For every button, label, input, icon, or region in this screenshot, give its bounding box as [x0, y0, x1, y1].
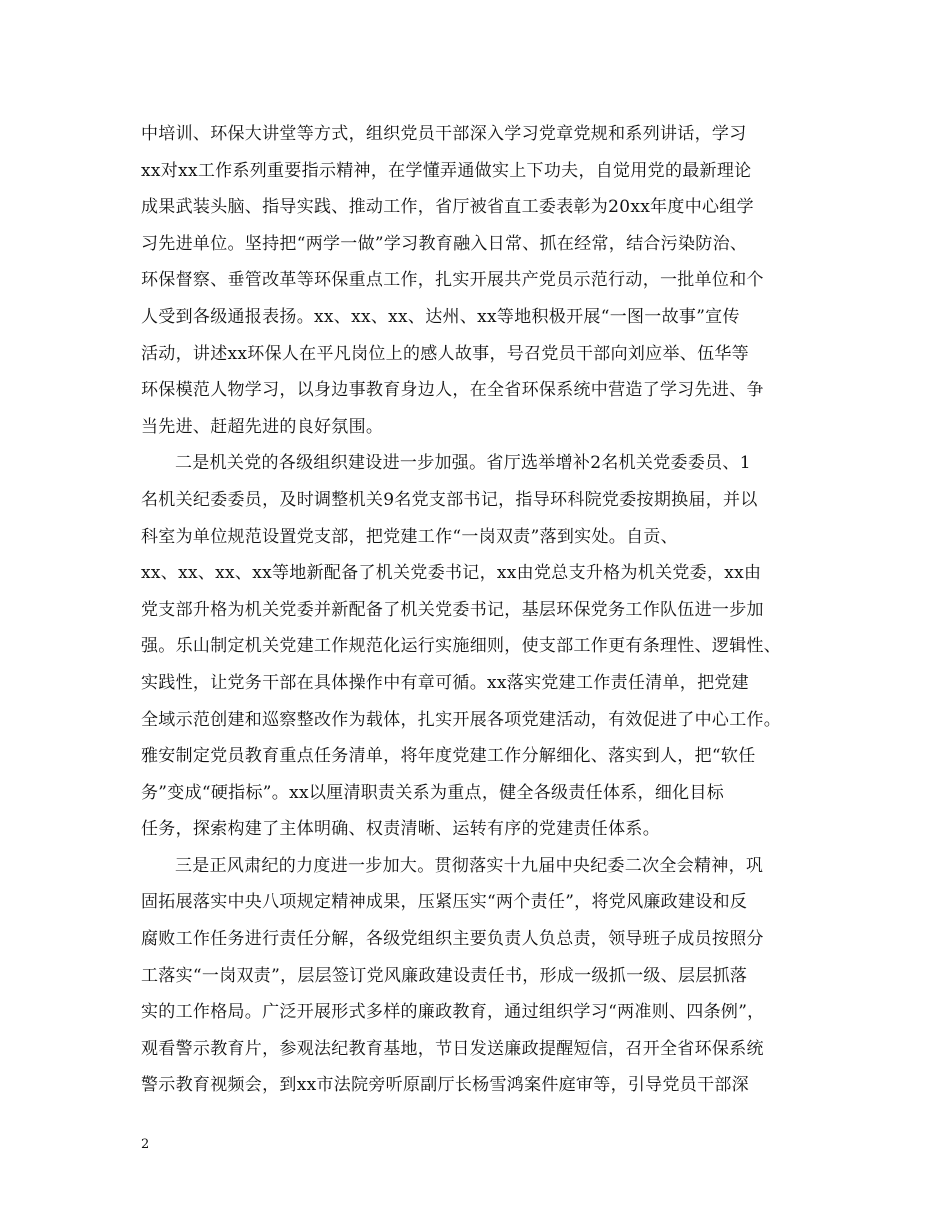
paragraph-study [141, 116, 811, 445]
text-line: 任务，探索构建了主体明确、权责清晰、运转有序的党建责任体系。 [141, 819, 660, 840]
text-line: 实的工作格局。广泛开展形式多样的廉政教育，通过组织学习“两准则、四条例”， [141, 1002, 765, 1023]
text-line: 人受到各级通报表扬。xx、xx、xx、达州、xx等地积极开展“一图一故事”宣传 [141, 306, 740, 327]
text-line: 当先进、赶超先进的良好氛围。 [141, 416, 384, 437]
text-line: 党支部升格为机关党委并新配备了机关党委书记，基层环保党务工作队伍进一步加 [141, 599, 764, 620]
text-line: 中培训、环保大讲堂等方式，组织党员干部深入学习党章党规和系列讲话，学习 [141, 124, 747, 144]
paragraph-discipline [141, 848, 811, 1104]
text-line: 观看警示教育片，参观法纪教育基地，节日发送廉政提醒短信，召开全省环保系统 [141, 1038, 764, 1059]
text-line: 环保督察、垂管改革等环保重点工作，扎实开展共产党员示范行动，一批单位和个 [141, 270, 764, 291]
text-line: 全域示范创建和巡察整改作为载体，扎实开展各项党建活动，有效促进了中心工作。 [141, 709, 782, 730]
text-line: 习先进单位。坚持把“两学一做”学习教育融入日常、抓在经常，结合污染防治、 [141, 233, 748, 254]
text-line: 科室为单位规范设置党支部，把党建工作“一岗双责”落到实处。自贡、 [141, 526, 678, 547]
text-line: 环保模范人物学习，以身边事教育身边人，在全省环保系统中营造了学习先进、争 [141, 380, 764, 401]
text-line: xx对xx工作系列重要指示精神，在学懂弄通做实上下功夫，自觉用党的最新理论 [141, 160, 752, 181]
text-line: 成果武装头脑、指导实践、推动工作，省厅被省直工委表彰为20xx年度中心组学 [141, 197, 754, 218]
text-line: 名机关纪委委员，及时调整机关9名党支部书记，指导环科院党委按期换届，并以 [141, 489, 758, 510]
text-line: 警示教育视频会，到xx市法院旁听原副厅长杨雪鸿案件庭审等，引导党员干部深 [141, 1075, 749, 1096]
text-line: 务”变成“硬指标”。xx以厘清职责关系为重点，健全各级责任体系，细化目标 [141, 782, 725, 803]
text-line: 腐败工作任务进行责任分解，各级党组织主要负责人负总责，领导班子成员按照分 [141, 929, 764, 950]
text-line: xx、xx、xx、xx等地新配备了机关党委书记，xx由党总支升格为机关党委，xx由 [141, 563, 762, 584]
text-line: 强。乐山制定机关党建工作规范化运行实施细则，使支部工作更有条理性、逻辑性、 [141, 636, 782, 657]
text-line: 雅安制定党员教育重点任务清单，将年度党建工作分解细化、落实到人，把“软任 [141, 746, 756, 767]
text-line: 活动，讲述xx环保人在平凡岗位上的感人故事，号召党员干部向刘应举、伍华等 [141, 343, 749, 364]
text-line: 工落实“一岗双责”，层层签订党风廉政建设责任书，形成一级抓一级、层层抓落 [141, 965, 748, 986]
text-line: 三是正风肃纪的力度进一步加大。贯彻落实十九届中央纪委二次全会精神，巩 [175, 855, 764, 876]
text-line: 二是机关党的各级组织建设进一步加强。省厅选举增补2名机关党委委员、1 [175, 453, 751, 474]
text-line: 固拓展落实中央八项规定精神成果，压紧压实“两个责任”，将党风廉政建设和反 [141, 892, 748, 913]
paragraph-organization [141, 445, 811, 848]
page-number: 2 [141, 1137, 150, 1152]
text-line: 实践性，让党务干部在具体操作中有章可循。xx落实党建工作责任清单，把党建 [141, 672, 749, 693]
document-body [141, 116, 811, 1104]
